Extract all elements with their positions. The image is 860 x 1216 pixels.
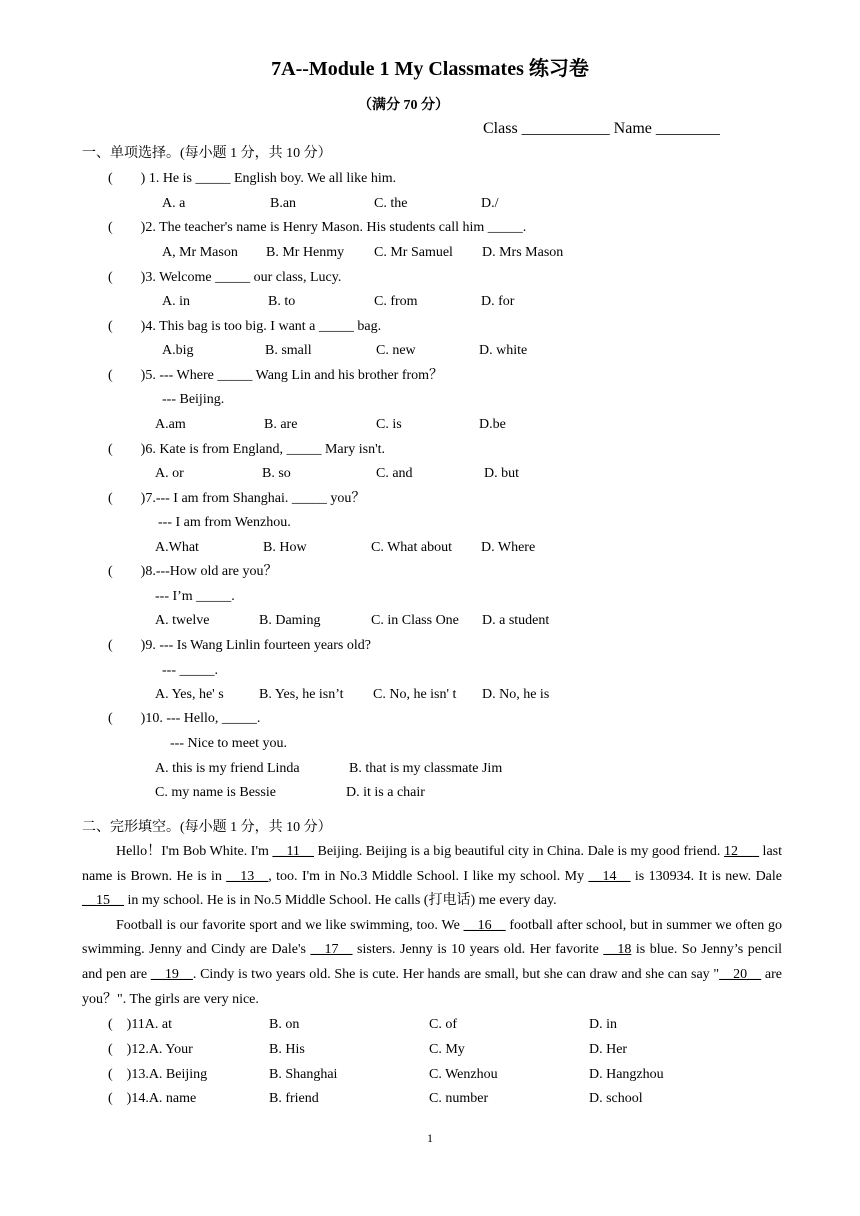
passage-text: Beijing. Beijing is a big beautiful city in China. Dale is my good friend. bbox=[313, 844, 724, 859]
passage-text: is 130934. It is new. Dale bbox=[630, 868, 782, 884]
blank-15: __15__ bbox=[82, 893, 124, 909]
option: B. small bbox=[265, 343, 312, 358]
option: C. the bbox=[374, 196, 408, 211]
option: B. so bbox=[262, 466, 291, 481]
option: A. in bbox=[162, 294, 190, 309]
option: B. to bbox=[268, 294, 296, 309]
option: C. number bbox=[429, 1091, 489, 1106]
option: D. school bbox=[589, 1091, 643, 1106]
option: B. are bbox=[264, 417, 298, 432]
question-stem: ( )9. --- Is Wang Linlin fourteen years old? bbox=[108, 638, 371, 653]
score-note: （满分 70 分） bbox=[358, 98, 449, 113]
option: C. from bbox=[374, 294, 418, 309]
class-name-line: Class ___________ Name ________ bbox=[483, 120, 720, 137]
option: A.big bbox=[162, 343, 194, 358]
question-stem: ( )6. Kate is from England, _____ Mary isn't. bbox=[108, 442, 386, 457]
passage-text: . Cindy is two years old. She is cute. Her hands are small, but she can draw and she can say " bbox=[192, 966, 720, 982]
question-stem: ( )13.A. Beijing bbox=[108, 1067, 208, 1082]
blank-13: __13__ bbox=[226, 868, 269, 884]
option: D. Her bbox=[589, 1042, 628, 1057]
option: B. His bbox=[269, 1042, 305, 1057]
question-stem: ( )8.---How old are you？ bbox=[108, 564, 278, 579]
passage-text: Hello！I'm Bob White. I'm bbox=[116, 844, 273, 859]
passage-text: are you？". The girls are very nice. bbox=[82, 966, 782, 1007]
cloze-passage bbox=[82, 840, 782, 1012]
option: D.be bbox=[479, 417, 506, 432]
option: D. it is a chair bbox=[346, 785, 425, 800]
question-stem: ( )14.A. name bbox=[108, 1091, 197, 1106]
passage-text: , too. I'm in No.3 Middle School. I like my school. My bbox=[268, 868, 589, 884]
passage-paragraph bbox=[82, 840, 782, 914]
passage-text: in my school. He is in No.5 Middle School. He calls (打电话) me every day. bbox=[124, 893, 557, 909]
option: B. Yes, he isn’t bbox=[259, 687, 344, 702]
answer-line: --- I am from Wenzhou. bbox=[158, 515, 291, 530]
option: B. Daming bbox=[259, 613, 321, 628]
answer-line: --- Beijing. bbox=[162, 392, 225, 407]
option: A, Mr Mason bbox=[162, 245, 238, 260]
blank-19: __19__ bbox=[150, 966, 193, 982]
option: B.an bbox=[270, 196, 297, 211]
blank-12: 12___ bbox=[723, 844, 759, 859]
answer-line: --- _____. bbox=[162, 663, 218, 678]
option: C. my name is Bessie bbox=[155, 785, 276, 800]
blank-20: __20__ bbox=[719, 966, 762, 982]
option: D. white bbox=[479, 343, 528, 358]
option: C. new bbox=[376, 343, 416, 358]
question-stem: ( )4. This bag is too big. I want a _____ bag. bbox=[108, 319, 382, 334]
passage-text: football after school, but in summer we often go swimming. Jenny and Cindy are Dale's bbox=[82, 917, 782, 958]
option: C. My bbox=[429, 1042, 465, 1057]
option: B. Shanghai bbox=[269, 1067, 338, 1082]
option: C. is bbox=[376, 417, 402, 432]
question-stem: ( )2. The teacher's name is Henry Mason. His students call him _____. bbox=[108, 220, 527, 235]
option: A. Yes, he' s bbox=[155, 687, 224, 702]
question-stem: ( )11A. at bbox=[108, 1017, 173, 1032]
blank-11: __11__ bbox=[272, 844, 314, 859]
option: D. for bbox=[481, 294, 515, 309]
question-stem: ( )12.A. Your bbox=[108, 1042, 193, 1057]
option: B. How bbox=[263, 540, 307, 555]
question-stem: ( )3. Welcome _____ our class, Lucy. bbox=[108, 270, 342, 285]
passage-text: is blue. So Jenny’s pencil and pen are bbox=[82, 942, 783, 982]
section1-heading: 一、单项选择。(每小题 1 分，共 10 分） bbox=[82, 146, 332, 161]
option: D. a student bbox=[482, 613, 550, 628]
answer-line: --- Nice to meet you. bbox=[170, 736, 288, 751]
option: C. and bbox=[376, 466, 413, 481]
page-title: 7A--Module 1 My Classmates 练习卷 bbox=[271, 58, 589, 80]
option: A.am bbox=[155, 417, 186, 432]
option: C. Wenzhou bbox=[429, 1067, 498, 1082]
option: D. Hangzhou bbox=[589, 1067, 664, 1082]
option: B. friend bbox=[269, 1091, 319, 1106]
option: C. No, he isn' t bbox=[373, 687, 457, 702]
option: B. Mr Henmy bbox=[266, 245, 345, 260]
option: D. Mrs Mason bbox=[482, 245, 564, 260]
blank-14: __14__ bbox=[588, 868, 631, 884]
question-stem: ( )10. --- Hello, _____. bbox=[108, 711, 261, 726]
question-stem: ( ) 1. He is _____ English boy. We all like him. bbox=[108, 171, 397, 186]
option: A. or bbox=[155, 466, 184, 481]
passage-text: last name is Brown. He is in bbox=[82, 844, 782, 884]
option: A.What bbox=[155, 540, 199, 555]
page-number: 1 bbox=[427, 1131, 433, 1145]
option: D. Where bbox=[481, 540, 536, 555]
section2-heading: 二、完形填空。(每小题 1 分，共 10 分） bbox=[82, 820, 332, 835]
option: A. this is my friend Linda bbox=[155, 761, 300, 776]
question-stem: ( )7.--- I am from Shanghai. _____ you？ bbox=[108, 491, 366, 506]
passage-text: Football is our favorite sport and we like swimming, too. We bbox=[116, 917, 464, 933]
blank-17: __17__ bbox=[310, 942, 353, 958]
option: C. What about bbox=[371, 540, 453, 555]
blank-16: __16__ bbox=[463, 917, 506, 933]
answer-line: --- I’m _____. bbox=[155, 589, 235, 604]
option: B. that is my classmate Jim bbox=[349, 761, 503, 776]
blank-18: __18 bbox=[603, 942, 632, 958]
option: D. No, he is bbox=[482, 687, 550, 702]
option: C. in Class One bbox=[371, 613, 459, 628]
option: A. twelve bbox=[155, 613, 210, 628]
option: C. of bbox=[429, 1017, 457, 1032]
option: C. Mr Samuel bbox=[374, 245, 453, 260]
passage-paragraph bbox=[82, 914, 782, 1012]
question-stem: ( )5. --- Where _____ Wang Lin and his brother from？ bbox=[108, 368, 444, 383]
option: D. but bbox=[484, 466, 519, 481]
option: B. on bbox=[269, 1017, 300, 1032]
option: A. a bbox=[162, 196, 186, 211]
option: D./ bbox=[481, 196, 499, 211]
passage-text: sisters. Jenny is 10 years old. Her favorite bbox=[352, 942, 604, 958]
option: D. in bbox=[589, 1017, 617, 1032]
